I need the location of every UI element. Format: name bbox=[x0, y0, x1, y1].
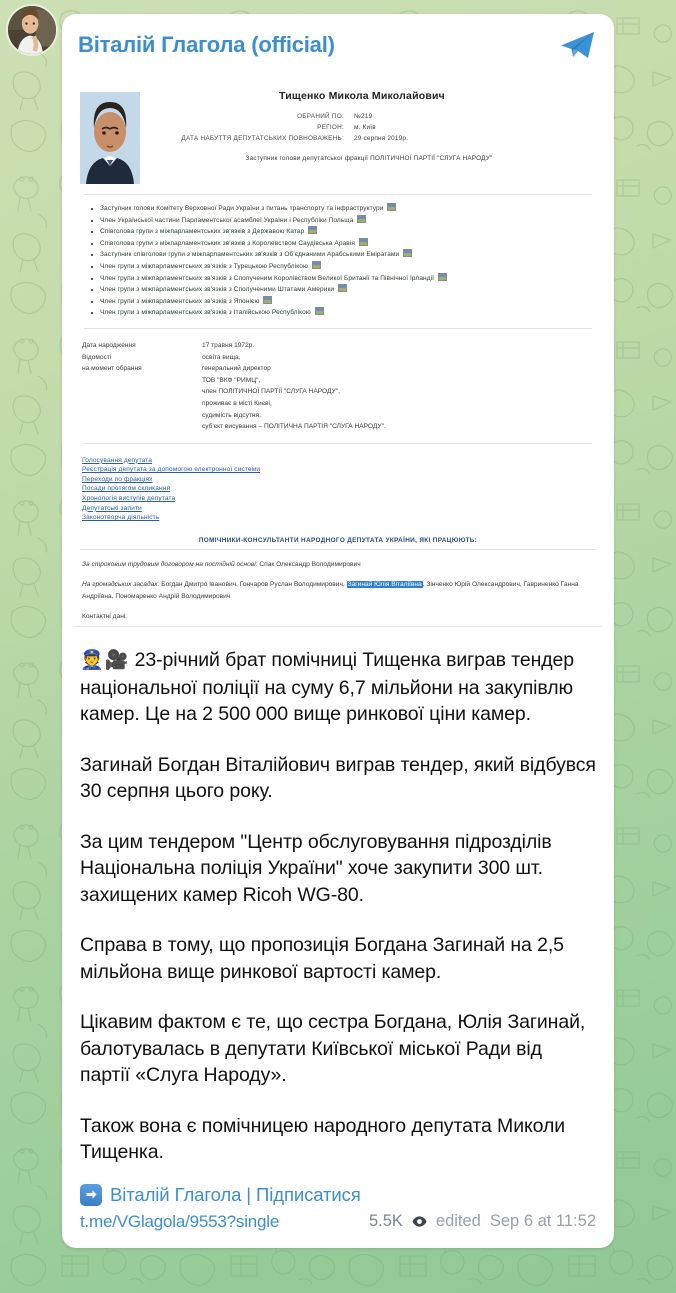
assistants-public-row bbox=[74, 579, 602, 602]
field-key: РЕГІОН: bbox=[317, 124, 344, 131]
list-item bbox=[90, 249, 602, 261]
list-item bbox=[90, 238, 602, 250]
faction-subtitle: Заступник голови депутатської фракції ПОЛІТИЧНОЇ ПАРТІЇ "СЛУГА НАРОДУ" bbox=[245, 155, 493, 162]
role-text: Член групи з міжпарламентських зв'язків з Японією bbox=[100, 297, 260, 305]
deputy-fields bbox=[156, 111, 602, 144]
role-text: Співголова групи з міжпарламентських зв'язків з Королевством Саудівська Аравія bbox=[100, 239, 356, 247]
divider bbox=[80, 549, 596, 550]
biography-block bbox=[74, 340, 602, 433]
doc-link-voting[interactable]: Голосування депутата bbox=[82, 456, 153, 464]
right-arrow-icon[interactable] bbox=[80, 1184, 102, 1206]
role-text: Член групи з міжпарламентських зв'язків з Турецькою Республікою bbox=[100, 262, 308, 270]
list-item bbox=[90, 261, 602, 273]
doc-link-requests[interactable]: Депутатські запити bbox=[82, 504, 142, 512]
doc-link-legislation[interactable]: Законотворча діяльність bbox=[82, 514, 160, 522]
field-value: м. Київ bbox=[354, 124, 376, 131]
field-row bbox=[156, 122, 602, 133]
role-text: Співголова групи з міжпарламентських зв'язків з Державою Катар bbox=[100, 228, 305, 236]
post-meta bbox=[369, 1212, 596, 1231]
list-item bbox=[90, 215, 602, 227]
list-item bbox=[90, 307, 602, 319]
flag-icon bbox=[438, 273, 447, 281]
document-links-list bbox=[74, 456, 602, 523]
field-value: №219 bbox=[354, 113, 373, 120]
divider bbox=[84, 443, 592, 444]
list-item bbox=[90, 284, 602, 296]
flag-icon bbox=[338, 284, 347, 292]
highlighted-assistant-name: Загинай Юлія Віталіївна bbox=[347, 581, 422, 589]
doc-link-faction-moves[interactable]: Переходи по фракціях bbox=[82, 475, 153, 483]
arrow-glyph bbox=[85, 1188, 98, 1201]
roles-list bbox=[74, 203, 602, 319]
channel-avatar[interactable] bbox=[6, 4, 58, 56]
doc-link-speeches[interactable]: Хронологія виступів депутата bbox=[82, 495, 176, 503]
bio-value: проживає в місті Києві, bbox=[202, 399, 272, 407]
field-key: ОБРАНИЙ ПО: bbox=[297, 113, 344, 120]
avatar-photo bbox=[8, 6, 56, 54]
role-text: Заступник голови Комітету Верховної Ради України з питань транспорту та інфраструктури bbox=[100, 205, 384, 212]
field-value: 29 серпня 2019р. bbox=[354, 135, 409, 142]
bio-value: судимість відсутня, bbox=[202, 411, 261, 419]
bio-value: член ПОЛІТИЧНОЇ ПАРТІЇ "СЛУГА НАРОДУ", bbox=[202, 388, 340, 396]
post-header bbox=[62, 14, 614, 68]
flag-icon bbox=[308, 226, 317, 234]
permalink-row bbox=[80, 1212, 596, 1244]
role-text: Заступник співголови групи з міжпарламентських зв'язків з Об'єднаними Арабськими Еміратами bbox=[100, 251, 400, 259]
post-paragraph: Справа в тому, що пропозиція Богдана Загинай на 2,5 мільйона вище ринкової вартості камер. bbox=[80, 934, 564, 983]
bio-value: ТОВ "ВКФ "РИМЦ", bbox=[202, 376, 261, 384]
post-paragraph: За цим тендером "Центр обслуговування підрозділів Національна поліція України" хоче закупити 300 шт. захищених камер Ricoh WG-80. bbox=[80, 830, 552, 906]
post-body bbox=[62, 633, 614, 1178]
doc-link-registration[interactable]: Реєстрація депутата за допомогою електронної системи bbox=[82, 466, 261, 474]
bio-value: освіта вища, bbox=[202, 353, 241, 361]
assistants-public-before: Богдан Дмитро Іванович, Гончаров Руслан Володимирович, bbox=[161, 581, 345, 589]
police-camera-emoji: 👮🎥 bbox=[80, 650, 130, 672]
assistants-contract-row bbox=[74, 559, 602, 570]
field-key: ДАТА НАБУТТЯ ДЕПУТАТСЬКИХ ПОВНОВАЖЕНЬ: bbox=[181, 135, 344, 142]
eye-icon bbox=[412, 1214, 427, 1229]
deputy-portrait-photo bbox=[80, 92, 140, 184]
assistants-contract-value: Спак Олександр Володимирович bbox=[259, 560, 361, 568]
list-item bbox=[90, 203, 602, 215]
post-timestamp: Sep 6 at 11:52 bbox=[489, 1212, 596, 1231]
bio-value: суб'єкт висування – ПОЛІТИЧНА ПАРТІЯ "СЛУГА НАРОДУ". bbox=[202, 423, 386, 431]
post-permalink[interactable]: t.me/VGlagola/9553?single bbox=[80, 1211, 280, 1231]
divider bbox=[74, 626, 602, 627]
post-paragraph: Цікавим фактом є те, що сестра Богдана, Юлія Загинай, балотувалась в депутати Київської міської Ради від партії «Слуга Народу». bbox=[80, 1011, 586, 1087]
embedded-document-image[interactable] bbox=[66, 74, 610, 633]
telegram-plane-icon[interactable] bbox=[558, 28, 598, 62]
telegram-post-card bbox=[62, 14, 614, 1248]
document-header bbox=[74, 78, 602, 184]
list-item bbox=[90, 273, 602, 285]
view-count: 5.5K bbox=[368, 1212, 403, 1231]
deputy-full-name: Тищенко Микола Миколайович bbox=[279, 90, 445, 102]
divider bbox=[84, 194, 592, 195]
assistants-section-title: ПОМІЧНИКИ-КОНСУЛЬТАНТИ НАРОДНОГО ДЕПУТАТА УКРАЇНИ, ЯКІ ПРАЦЮЮТЬ: bbox=[198, 536, 478, 544]
post-paragraph: Також вона є помічницею народного депутата Миколи Тищенка. bbox=[80, 1114, 566, 1164]
biography-values bbox=[202, 340, 602, 433]
role-text: Член групи з міжпарламентських зв'язків з Італійською Республікою bbox=[100, 309, 311, 317]
edited-label: edited bbox=[435, 1212, 481, 1231]
post-footer bbox=[62, 1178, 614, 1248]
doc-link-positions[interactable]: Посади протягом скликання bbox=[82, 485, 171, 493]
role-text: Член групи з міжпарламентських зв'язків з Сполученим Королівством Великої Британії та Північної Ірландії bbox=[100, 274, 435, 282]
flag-icon bbox=[315, 307, 324, 315]
role-text: Член групи з міжпарламентських зв'язків з Сполученими Штатами Америки bbox=[100, 286, 335, 294]
assistants-public-label: На громадських засадах: bbox=[82, 581, 160, 589]
list-item bbox=[90, 296, 602, 308]
assistants-contract-label: За строковим трудовим договором на постійній основі: bbox=[82, 560, 258, 568]
bio-label: Відомості bbox=[82, 353, 112, 361]
list-item bbox=[90, 226, 602, 238]
contact-data-label: Контактні дані: bbox=[82, 613, 128, 621]
paragraph-text: 23-річний брат помічниці Тищенка виграв тендер національної поліції на суму 6,7 мільйони на закупівлю камер. Це на 2 500 000 вище ринкової ціни камер. bbox=[80, 649, 575, 726]
subscribe-link[interactable]: Віталій Глагола | Підписатися bbox=[110, 1183, 361, 1205]
subscribe-row[interactable] bbox=[80, 1184, 596, 1206]
channel-title[interactable]: Віталій Глагола (official) bbox=[78, 32, 335, 57]
flag-icon bbox=[359, 238, 368, 246]
post-paragraph: Загинай Богдан Віталійович виграв тендер, який відбувся 30 серпня цього року. bbox=[80, 753, 596, 803]
role-text: Член Української частини Парламентської асамблеї України і Республіки Польща bbox=[100, 216, 354, 224]
flag-icon bbox=[403, 249, 412, 257]
biography-labels bbox=[82, 340, 202, 433]
bio-value: генеральний директор bbox=[202, 365, 271, 373]
portrait-illustration bbox=[80, 92, 140, 184]
field-row bbox=[156, 133, 602, 144]
flag-icon bbox=[387, 203, 396, 211]
assistants-public-after: , Зінченко Юрій Олександрович, Гавриненко Ганна Андріївна, Пономаренко Андрій Володимирович bbox=[82, 581, 579, 600]
post-paragraph bbox=[80, 647, 596, 728]
field-row bbox=[156, 111, 602, 122]
divider bbox=[84, 328, 592, 329]
flag-icon bbox=[312, 261, 321, 269]
flag-icon bbox=[357, 215, 366, 223]
bio-value: 17 травня 1972р. bbox=[202, 341, 255, 349]
bio-label: Дата народження bbox=[82, 341, 136, 349]
bio-label: на момент обрання bbox=[82, 365, 142, 373]
flag-icon bbox=[263, 296, 272, 304]
